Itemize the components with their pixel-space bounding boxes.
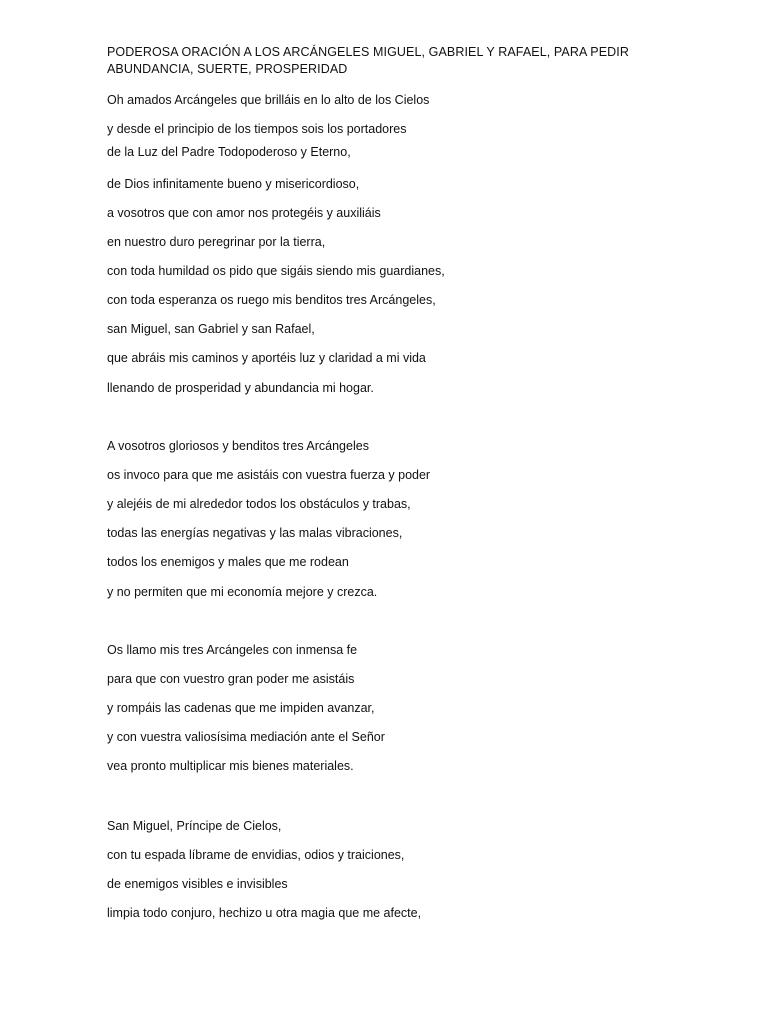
prayer-line: de enemigos visibles e invisibles xyxy=(107,877,288,891)
prayer-line: vea pronto multiplicar mis bienes materiales. xyxy=(107,759,354,773)
prayer-line: con tu espada líbrame de envidias, odios y traiciones, xyxy=(107,848,405,862)
prayer-line: y con vuestra valiosísima mediación ante el Señor xyxy=(107,730,385,744)
prayer-line: de Dios infinitamente bueno y misericordioso, xyxy=(107,177,360,191)
document-title: PODEROSA ORACIÓN A LOS ARCÁNGELES MIGUEL, GABRIEL Y RAFAEL, PARA PEDIR ABUNDANCIA, SUERTE, PROSPERIDAD xyxy=(107,45,629,76)
prayer-line: todas las energías negativas y las malas vibraciones, xyxy=(107,526,403,540)
prayer-line: san Miguel, san Gabriel y san Rafael, xyxy=(107,322,315,336)
prayer-line: con toda humildad os pido que sigáis siendo mis guardianes, xyxy=(107,264,445,278)
prayer-line: y desde el principio de los tiempos sois los portadores xyxy=(107,122,407,136)
prayer-line: a vosotros que con amor nos protegéis y auxiliáis xyxy=(107,206,381,220)
prayer-line: y rompáis las cadenas que me impiden avanzar, xyxy=(107,701,375,715)
prayer-line: Os llamo mis tres Arcángeles con inmensa fe xyxy=(107,643,358,657)
prayer-line: que abráis mis caminos y aportéis luz y claridad a mi vida xyxy=(107,351,426,365)
prayer-line: todos los enemigos y males que me rodean xyxy=(107,555,349,569)
prayer-line: en nuestro duro peregrinar por la tierra, xyxy=(107,235,326,249)
prayer-line: San Miguel, Príncipe de Cielos, xyxy=(107,819,282,833)
prayer-line: A vosotros gloriosos y benditos tres Arcángeles xyxy=(107,439,369,453)
prayer-line: de la Luz del Padre Todopoderoso y Eterno, xyxy=(107,145,351,159)
prayer-line: Oh amados Arcángeles que brilláis en lo alto de los Cielos xyxy=(107,93,430,107)
prayer-line: y no permiten que mi economía mejore y crezca. xyxy=(107,585,378,599)
prayer-line: con toda esperanza os ruego mis benditos tres Arcángeles, xyxy=(107,293,436,307)
prayer-line: limpia todo conjuro, hechizo u otra magia que me afecte, xyxy=(107,906,422,920)
prayer-line: y alejéis de mi alrededor todos los obstáculos y trabas, xyxy=(107,497,411,511)
prayer-line: para que con vuestro gran poder me asistáis xyxy=(107,672,355,686)
prayer-line: llenando de prosperidad y abundancia mi hogar. xyxy=(107,381,374,395)
prayer-line: os invoco para que me asistáis con vuestra fuerza y poder xyxy=(107,468,431,482)
